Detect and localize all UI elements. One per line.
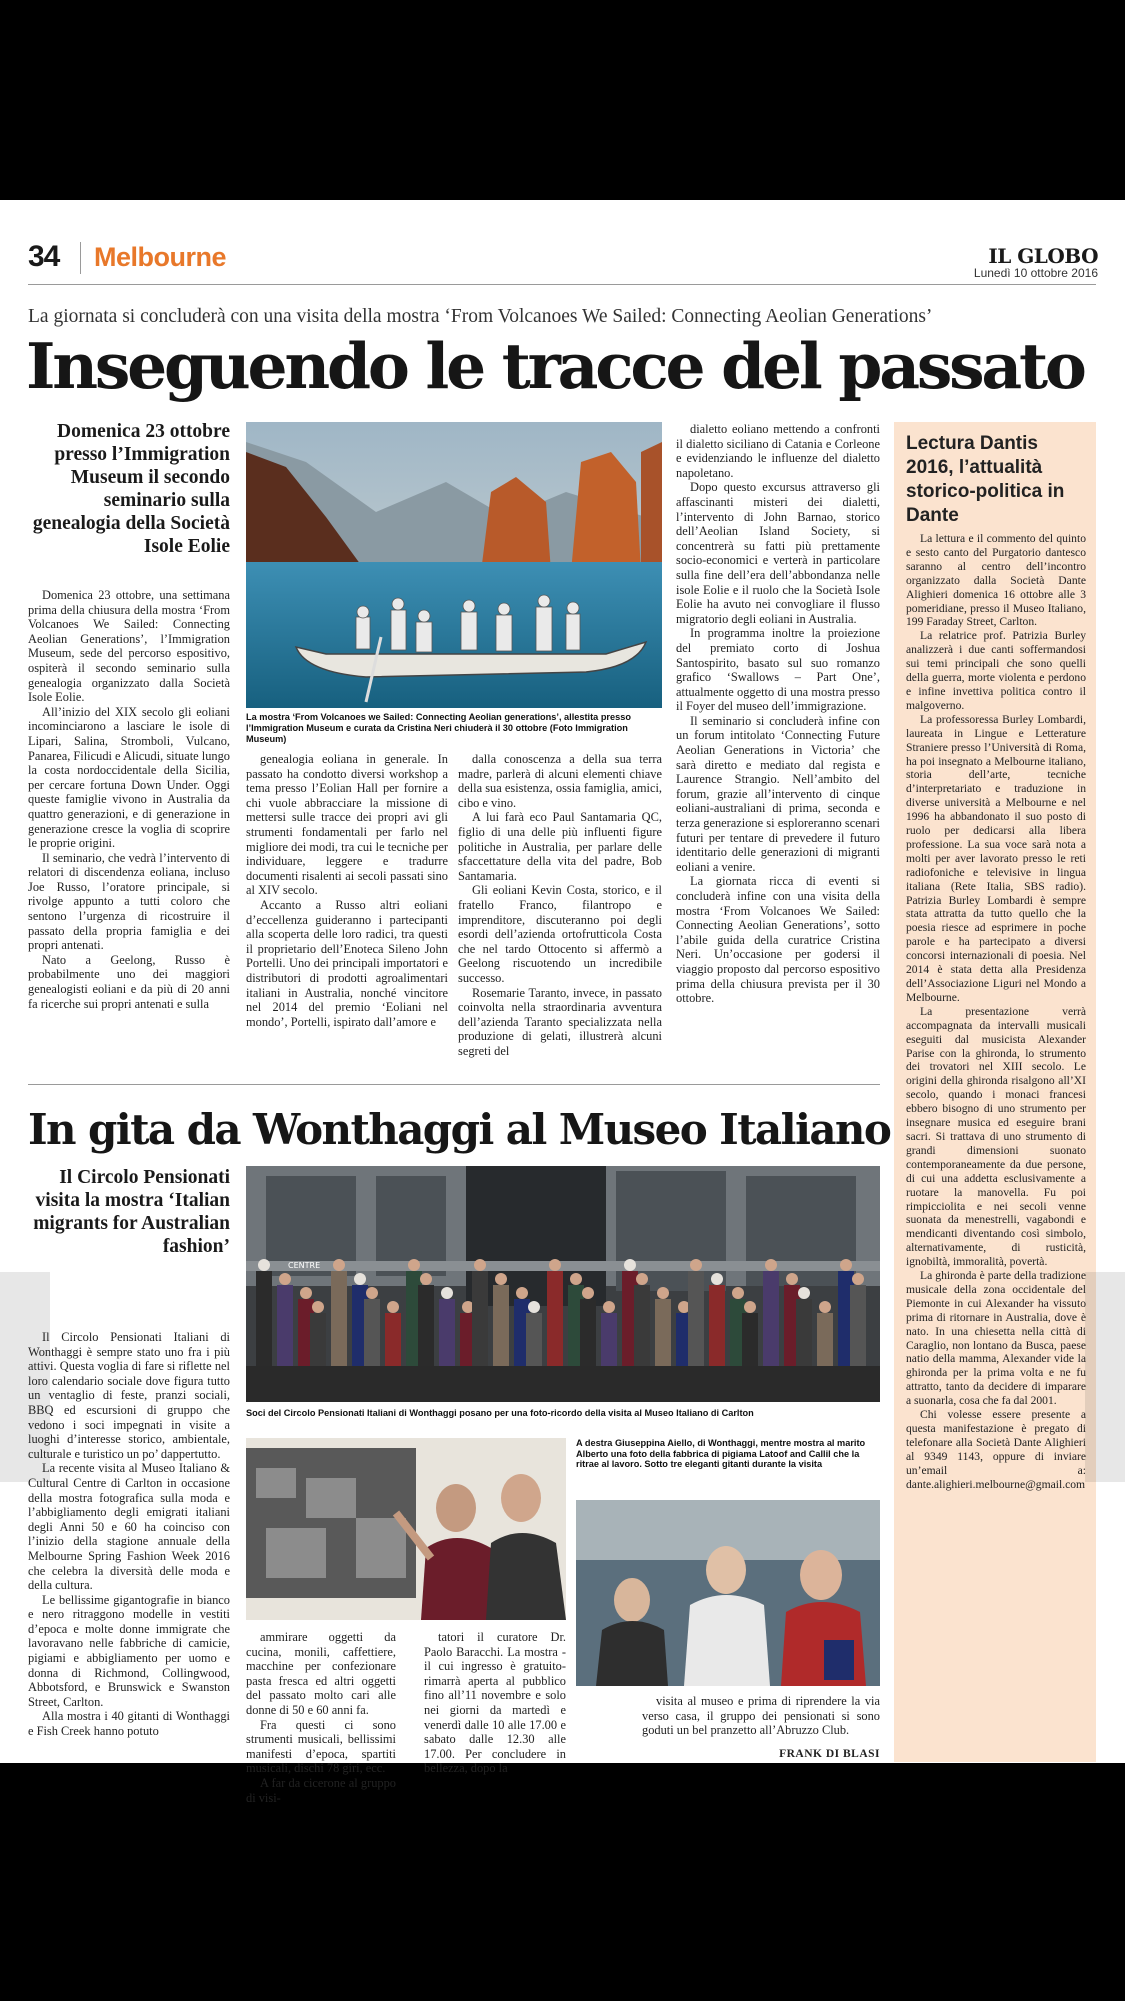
paragraph: In programma inoltre la proiezione del premiato corto di Joshua Santospirito, basato sul suo romanzo grafico ‘Swallows – Part One’, attualmente oggetto di una mostra presso il Foyer del museo dell’immigrazione. [676,626,880,714]
photo-aeolian-boat [246,422,662,708]
paragraph: Gli eoliani Kevin Costa, storico, e il fratello Franco, filantropo e imprenditore, discuteranno poi degli esordi dell’azienda ortofrutticola Costa che nel tardo Ottocento si affermò a Geelong riscuotendo un incredibile successo. [458,883,662,985]
paragraph: Il seminario, che vedrà l’intervento di relatori di discendenza eoliana, incluso Joe Russo, l’oratore principale, si rivolge appunto a tutti coloro che sentono l’urgenza di ricostruire il passato della propria famiglia e dei propri antenati. [28,850,230,953]
paragraph: All’inizio del XIX secolo gli eoliani incominciarono a lasciare le isole di Lipari, Salina, Stromboli, Vulcano, Panarea, Filicudi e Alicudi, situate lungo la costa nordoccidentale della Sicilia, per cercare fortuna Down Under. Oggi queste famiglie vivono in Australia da quattro generazioni, e di generazione in generazione cresce la voglia di scoprire le proprie origini. [28,704,230,851]
section-rule [28,1084,880,1085]
paragraph: visita al museo e prima di riprendere la via verso casa, il gruppo dei pensionati si sono goduti un bel pranzetto all’Abruzzo Club. [642,1694,880,1738]
paragraph: tatori il curatore Dr. Paolo Baracchi. La mostra - il cui ingresso è gratuito- rimarrà aperta al pubblico fino all’11 novembre e solo nei giorni da martedì e venerdì dalle 10 alle 17.00 e sabato dalle 12.30 alle 17.00. Per concludere in bellezza, dopo la [424,1630,566,1776]
sidebar-body [906,532,1086,1752]
article2-column-2 [246,1630,396,1805]
article2-subhead: Il Circolo Pensionati visita la mostra ‘Italian migrants for Australian fashion’ [33,1167,230,1257]
photo-aiello-couple [246,1438,566,1620]
paragraph: La relatrice prof. Patrizia Burley analizzerà i due canti soffermandosi sui temi principali che sono quelli della guerra, morte violenta e perdono e infine invettiva politica contro il malgoverno. [906,629,1086,712]
paragraph: La presentazione verrà accompagnata da intervalli musicali eseguiti dal musicista Alexander Parise con la ghironda, lo strumento dei trovatori nel XIII secolo. Le origini della ghironda risalgono all’XI secolo, quando i monaci francesi ebbero bisogno di uno strumento per insegnare musica ed eseguire brani sacri. Si trattava di uno strumento di grandi dimensioni suonato contemporaneamente da due persone, di cui una addetta esclusivamente a ruotare la manovella. Fu poi rimpicciolita e nei secoli venne suonata da menestrelli, vagabondi e mendicanti diventando così simbolo, alternativamente, di rusticità, ignobiltà, immoralità, povertà. [906,1004,1086,1269]
paper-name: IL GLOBO [988,244,1098,268]
header-rule [28,284,1096,285]
article-kicker: La giornata si concluderà con una visita della mostra ‘From Volcanoes We Sailed: Connecting Aeolian Generations’ [28,306,933,327]
paragraph: Chi volesse essere presente a questa manifestazione è pregato di telefonare alla Società Dante Alighieri al 9349 1143, oppure di inviare un’email a: dante.alighieri.melbourne@gmail.com [906,1408,1086,1491]
paragraph: Il seminario si concluderà infine con un forum intitolato ‘Connecting Future Aeolian Generations in Victoria’ che sarà diretto e mediato dal regista e Laurence Strangio. Nell’ambito del forum, grazie all’intervento di cinque eoliani-australiani di prima, seconda e terza generazione si esploreranno scenari futuri per tentare di prevedere il futuro identitario delle generazioni di migranti eoliani a venire. [676,713,880,874]
paragraph: dalla conoscenza a della sua terra madre, parlerà di alcuni elementi chiave della sua esistenza, ossia famiglia, amici, cibo e vino. [458,752,662,810]
photo-group-museum [246,1166,880,1402]
photo-three-women [576,1500,880,1686]
sidebar-lectura-dantis [894,422,1096,1762]
paragraph: Domenica 23 ottobre, una settimana prima della chiusura della mostra ‘From Volcanoes We Sailed: Connecting Aeolian Generations’, l’Immigration Museum, sede del percorso espositivo, ospiterà il secondo seminario sulla genealogia organizzato dalla Società Isole Eolie. [28,588,230,705]
article-headline: Inseguendo le tracce del passato [26,329,1084,403]
article-subhead: Domenica 23 ottobre presso l’Immigration Museum il secondo seminario sulla genealogia della Società Isole Eolie [32,421,230,557]
paragraph: La giornata ricca di eventi si concluderà infine con una visita della mostra ‘From Volcanoes We Sailed: Connecting Aeolian Generations’, sotto l’abile guida della curatrice Cristina Neri. Un’occasione per godersi il viaggio proposto dal percorso espositivo prima della chiusura prevista per il 30 ottobre. [676,874,880,1006]
paragraph: Nato a Geelong, Russo è probabilmente uno dei maggiori genealogisti eoliani e da più di 20 anni fa ricerche sui propri antenati e sulla [28,952,230,1011]
paragraph: ammirare oggetti da cucina, monili, caffettiere, macchine per confezionare pasta fresca ed altri oggetti del passato molto cari alle donne di 50 e 60 anni fa. [246,1630,396,1717]
photo-caption-aiello: A destra Giuseppina Aiello, di Wonthaggi, mentre mostra al marito Alberto una foto della fabbrica di pigiama Latoof and Callil che la ritrae al lavoro. Sotto tre eleganti gitanti durante la visita [576,1438,866,1470]
photo-caption-group: Soci del Circolo Pensionati Italiani di Wonthaggi posano per una foto-ricordo della visita al Museo Italiano di Carlton [246,1408,754,1418]
paragraph: dialetto eoliano mettendo a confronti il dialetto siciliano di Catania e Corleone e evidenziando le influenze del dialetto napoletano. [676,422,880,480]
byline: FRANK DI BLASI [779,1748,880,1760]
paragraph: La ghironda è parte della tradizione musicale della zona occidentale del Piemonte in cui Alexander ha vissuto prima di ritornare in Australia, dove è nato. In una chiesetta nella città di Caraglio, non lontano da Busca, paese natio della mamma, Alexander vide la ghironda per la prima volta e ne fu attratto, tanto da decidere di imparare a suonarla, cosa che fa dal 2001. [906,1269,1086,1408]
issue-date: Lunedì 10 ottobre 2016 [973,266,1098,280]
paragraph: A lui farà eco Paul Santamaria QC, figlio di una delle più influenti figure politiche in Australia, per parlare delle sfaccettature della vita del padre, Bob Santamaria. [458,810,662,883]
paragraph: Alla mostra i 40 gitanti di Wonthaggi e Fish Creek hanno potuto [28,1709,230,1739]
sidebar-headline: Lectura Dantis 2016, l’attualità storico-politica in Dante [906,433,1065,526]
paragraph: A far da cicerone al gruppo di visi- [246,1775,396,1805]
paragraph: Le bellissime gigantografie in bianco e nero ritraggono modelle in vestiti d’epoca e molte donne immigrate che lavoravano nelle fabbriche di camicie, pigiami e abbigliamento per uomo e donna di Richmond, Collingwood, Abbotsford, e Brunswick e Swanston Street, Carlton. [28,1592,230,1709]
newspaper-page [0,200,1125,1805]
article2-column-3 [424,1630,566,1776]
paragraph: genealogia eoliana in generale. In passato ha condotto diversi workshop a tema presso l’Eolian Hall per fornire a chi vuole abbracciare la missione di mettersi sulle tracce dei propri avi gli strumenti fondamentali per farlo nel migliore dei modi, tra cui le tecniche per individuare, leggere e tradurre documenti risalenti ai secoli passati sino al XIV secolo. [246,752,448,898]
paragraph: Accanto a Russo altri eoliani d’eccellenza guideranno i partecipanti alla scoperta delle loro radici, tra questi il proprietario dell’Enoteca Sileno John Portelli. Uno dei principali importatori e distributori di prodotti agroalimentari italiani in Australia, nonché vincitore nel 2014 del premio ‘Eoliani nel mondo’, Portelli, ispirato dall’amore e [246,897,448,1029]
page-number: 34 [28,240,60,273]
paragraph: Fra questi ci sono strumenti musicali, bellissimi manifesti d’epoca, spartiti musicali, dischi 78 giri, ecc. [246,1717,396,1776]
article2-column-1 [28,1330,230,1750]
header-divider [80,242,81,274]
paragraph: La lettura e il commento del quinto e sesto canto del Purgatorio dantesco saranno al centro dell’incontro organizzato dalla Società Dante Alighieri domenica 16 ottobre alle 3 pomeridiane, presso il Museo Italiano, 199 Faraday Street, Carlton. [906,532,1086,629]
photo-caption-boat: La mostra ‘From Volcanoes we Sailed: Connecting Aeolian generations’, allestita presso l’Immigration Museum e curata da Cristina Neri chiuderà il 30 ottobre (Foto Immigration Museum) [246,712,631,744]
article2-column-4 [642,1694,880,1744]
section-label: Melbourne [94,242,227,272]
building-sign: CENTRE [288,1261,321,1270]
paragraph: Rosemarie Taranto, invece, in passato coinvolta nella straordinaria avventura dell’azienda Taranto specializzata nella produzione di gelati, illustrerà alcuni segreti del [458,985,662,1058]
paragraph: La recente visita al Museo Italiano & Cultural Centre di Carlton in occasione della mostra fotografica sulla moda e l’abbigliamento degli emigrati italiani degli Anni 50 e 60 ha coinciso con l’inizio della stagione annuale della Melbourne Spring Fashion Week 2016 che celebra la diversità delle moda e della cultura. [28,1461,230,1593]
paragraph: Il Circolo Pensionati Italiani di Wonthaggi è sempre stato uno fra i più attivi. Questa voglia di fare si riflette nel loro calendario sociale dove figura tutto un ventaglio di feste, pranzi sociali, BBQ ed escursioni di gruppo che vedono i soci impegnati in visite a luoghi d’interesse storico, ambientale, culturale e turistico un po’ dappertutto. [28,1330,230,1461]
paragraph: Dopo questo excursus attraverso gli affascinanti misteri dei dialetti, l’intervento di John Barnao, storico dell’Aeolian Island Society, si concentrerà su fatti più prettamente socio-economici e verterà in particolare sulla fine dell’era dell’abbondanza nelle isole Eolie e il ruolo che la Società Isole Eolie ha avuto nei convogliare il flusso migratorio degli eoliani in Australia. [676,480,880,626]
article2-headline: In gita da Wonthaggi al Museo Italiano [28,1105,891,1154]
paragraph: La professoressa Burley Lombardi, laureata in Lingue e Letterature Straniere presso l’Università di Roma, ha poi insegnato a Melbourne italiano, storia dell’arte, tecniche d’interpretariato e traduzione in diverse università a Melbourne e nel 1996 ha abbandonato il suo posto di ruolo per dedicarsi alla libera professione. La sua voce sarà nota a molti per aver lavorato presso le reti radiofoniche e televisive in lingua italiana (Rete Italia, SBS radio). Patrizia Burley Lombardi è sempre stata attratta da tutto quello che la poesia riesce ad esprimere in poche parole e ha partecipato a diversi concorsi internazionali di poesia. Nel 2014 è stata detta alla Presidenza dell’Associazione Liguri nel Mondo a Melbourne. [906,712,1086,1004]
